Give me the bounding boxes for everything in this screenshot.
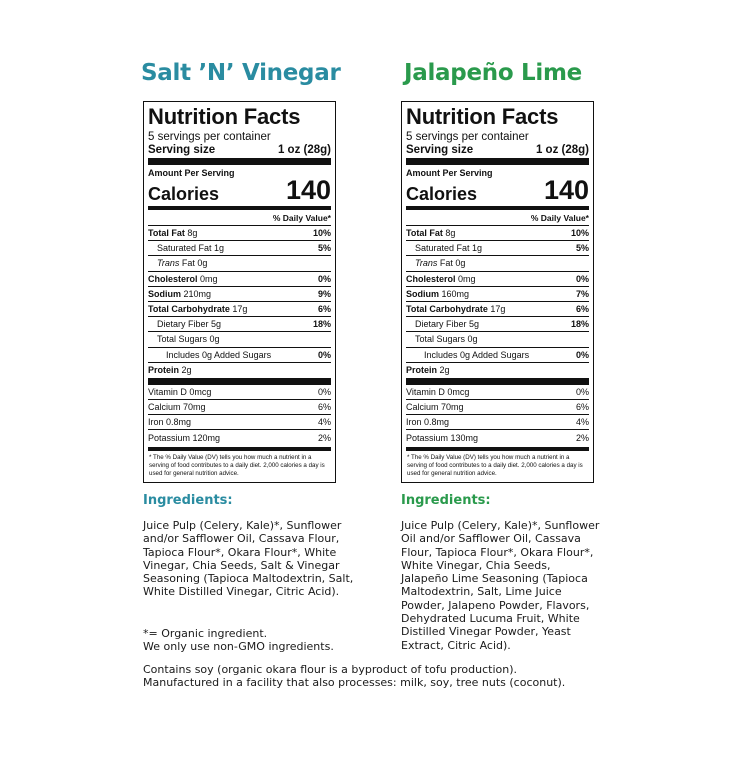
nutrient-label: Total Fat: [406, 228, 443, 239]
nutrient-amount: 8g: [187, 228, 198, 239]
nutrient-label: Sodium: [406, 288, 439, 299]
ingredients-text-salt-vinegar: Juice Pulp (Celery, Kale)*, Sunflower and/or Safflower Oil, Cassava Flour, Tapioca Flour*, Okara Flour*, White Vinegar, Chia Seeds, Salt & Vinegar Seasoning (Tapioca Maltodextrin, Salt, White Distilled Vinegar, Citric Acid).: [143, 519, 354, 599]
divider-medium: [406, 206, 589, 210]
ingredients-text-jalapeno-lime: Juice Pulp (Celery, Kale)*, Sunflower Oil and/or Safflower Oil, Cassava Flour, Tapioca Flour*, Okara Flour*, White Vinegar, Chia Seeds, Jalapeño Lime Seasoning (Tapioca Maltodextrin, Salt, Lime Juice Powder, Jalapeno Powder, Flavors, Dehydrated Lucuma Fruit, White Distilled Vinegar Powder, Yeast Extract, Citric Acid).: [401, 519, 600, 652]
divider-medium: [148, 206, 331, 210]
nutrient-label: Includes 0g Added Sugars: [424, 349, 530, 360]
daily-value-footnote: * The % Daily Value (DV) tells you how much a nutrient in a serving of food contributes to a daily diet. 2,000 calories a day is used for general nutrition advice.: [149, 453, 325, 477]
nutrient-label: Trans: [157, 258, 180, 269]
nutrient-label: Vitamin D 0mcg: [406, 386, 470, 397]
nutrient-pct: 10%: [570, 228, 589, 239]
nutrient-name: [415, 258, 465, 268]
nutrient-row-sodium: [406, 287, 589, 302]
serving-size-value: 1 oz (28g): [277, 144, 331, 156]
nutrient-name: [148, 365, 192, 375]
nutrient-label: Total Sugars 0g: [157, 334, 220, 345]
nutrient-name: [148, 228, 197, 238]
nutrient-pct: 4%: [317, 417, 331, 428]
nutrient-name: [148, 274, 218, 284]
allergen-statement: [143, 663, 583, 690]
serving-size-label: Serving size: [406, 144, 474, 156]
nutrient-pct: 0%: [317, 273, 331, 284]
nutrient-pct: 0%: [575, 349, 589, 360]
calories-label: Calories: [406, 184, 478, 204]
daily-value-header: % Daily Value*: [272, 213, 331, 223]
nutrient-amount: 17g: [490, 304, 506, 315]
ingredients-heading-jalapeno-lime: Ingredients:: [401, 493, 491, 508]
nutrient-amount: 2g: [181, 365, 192, 376]
serving-size: [148, 144, 331, 157]
divider-thick: [406, 378, 589, 385]
divider-thick: [148, 378, 331, 385]
nutrient-label: Calcium 70mg: [406, 402, 464, 413]
servings-per-container: 5 servings per container: [406, 131, 529, 143]
nutrient-amount: Fat 0g: [439, 258, 466, 269]
nutrient-name: [406, 304, 505, 314]
nutrient-amount: 17g: [232, 304, 248, 315]
nutrient-name: [148, 304, 247, 314]
nutrient-row-dietary-fiber: [406, 317, 589, 332]
nutrient-name: [406, 289, 469, 299]
nutrient-row-total-fat: [148, 226, 331, 241]
product-title-jalapeno-lime: Jalapeño Lime: [404, 60, 582, 86]
servings-per-container: 5 servings per container: [148, 131, 271, 143]
nutrient-pct: 2%: [317, 433, 331, 444]
nutrient-row-added-sugars: [406, 348, 589, 363]
nutrient-pct: 9%: [317, 288, 331, 299]
nutrient-label: Sodium: [148, 288, 181, 299]
nutrient-label: Protein: [148, 365, 180, 376]
calories-value: 140: [543, 175, 589, 205]
nutrient-pct: 4%: [575, 417, 589, 428]
calories-row: [148, 175, 331, 205]
nutrient-amount: 0mg: [200, 273, 218, 284]
contains-soy-note: Contains soy (organic okara flour is a byproduct of tofu production).: [143, 663, 518, 676]
nutrition-label-salt-vinegar: [143, 101, 336, 483]
non-gmo-note: We only use non-GMO ingredients.: [143, 640, 334, 654]
nutrient-pct: 5%: [575, 243, 589, 254]
nutrient-row-total-fat: [406, 226, 589, 241]
nutrition-facts-heading: Nutrition Facts: [406, 104, 559, 129]
nutrient-label: Protein: [406, 365, 438, 376]
nutrient-pct: 10%: [312, 228, 331, 239]
product-title-salt-vinegar: Salt ’N’ Vinegar: [141, 60, 341, 86]
nutrient-row-saturated-fat: [148, 241, 331, 256]
nutrient-label: Potassium 120mg: [148, 433, 221, 444]
nutrition-facts-heading: Nutrition Facts: [148, 104, 301, 129]
nutrient-row-saturated-fat: [406, 241, 589, 256]
nutrient-row-potassium: [406, 430, 589, 445]
nutrient-label: Potassium 130mg: [406, 433, 479, 444]
nutrient-pct: 18%: [312, 319, 331, 330]
nutrient-name: [406, 274, 476, 284]
amount-per-serving: Amount Per Serving: [406, 168, 493, 178]
serving-size-label: Serving size: [148, 144, 216, 156]
nutrient-name: [406, 365, 450, 375]
nutrient-name: [148, 289, 211, 299]
nutrition-label-jalapeno-lime: [401, 101, 594, 483]
serving-size-value: 1 oz (28g): [535, 144, 589, 156]
nutrient-row-trans-fat: [148, 256, 331, 271]
nutrient-row-protein: [148, 363, 331, 378]
nutrient-pct: 0%: [317, 386, 331, 397]
nutrient-row-iron: [406, 415, 589, 430]
nutrient-pct: 6%: [575, 402, 589, 413]
amount-per-serving: Amount Per Serving: [148, 168, 235, 178]
nutrient-row-protein: [406, 363, 589, 378]
nutrient-row-potassium: [148, 430, 331, 445]
nutrient-pct: 0%: [575, 273, 589, 284]
nutrient-label: Total Sugars 0g: [415, 334, 478, 345]
nutrient-label: Vitamin D 0mcg: [148, 386, 212, 397]
nutrient-label: Iron 0.8mg: [148, 417, 192, 428]
nutrient-row-added-sugars: [148, 348, 331, 363]
nutrient-pct: 6%: [317, 304, 331, 315]
nutrient-label: Dietary Fiber 5g: [415, 319, 480, 330]
facility-note: Manufactured in a facility that also processes: milk, soy, tree nuts (coconut).: [143, 676, 566, 690]
nutrient-row-total-sugars: [406, 332, 589, 347]
nutrient-row-total-sugars: [148, 332, 331, 347]
nutrient-row-total-carbohydrate: [148, 302, 331, 317]
nutrient-row-vitamin-d: [406, 385, 589, 400]
nutrient-pct: 7%: [575, 288, 589, 299]
nutrient-amount: Fat 0g: [181, 258, 208, 269]
nutrient-row-trans-fat: [406, 256, 589, 271]
nutrient-name: [157, 258, 207, 268]
nutrient-row-dietary-fiber: [148, 317, 331, 332]
nutrient-row-iron: [148, 415, 331, 430]
nutrient-label: Total Fat: [148, 228, 185, 239]
nutrient-pct: 5%: [317, 243, 331, 254]
nutrient-name: [406, 228, 455, 238]
nutrient-pct: 18%: [570, 319, 589, 330]
nutrient-label: Saturated Fat 1g: [415, 243, 483, 254]
nutrient-row-cholesterol: [148, 272, 331, 287]
ingredient-notes: [143, 627, 373, 654]
nutrient-label: Cholesterol: [148, 273, 198, 284]
nutrient-label: Total Carbohydrate: [148, 304, 230, 315]
divider-thick: [148, 158, 331, 165]
daily-value-header: % Daily Value*: [530, 213, 589, 223]
calories-value: 140: [285, 175, 331, 205]
nutrient-row-sodium: [148, 287, 331, 302]
nutrient-amount: 8g: [445, 228, 456, 239]
nutrient-row-total-carbohydrate: [406, 302, 589, 317]
daily-value-footnote: * The % Daily Value (DV) tells you how much a nutrient in a serving of food contributes to a daily diet. 2,000 calories a day is used for general nutrition advice.: [407, 453, 583, 477]
nutrient-pct: 0%: [575, 386, 589, 397]
nutrient-label: Total Carbohydrate: [406, 304, 488, 315]
nutrient-amount: 210mg: [183, 288, 212, 299]
nutrient-row-calcium: [148, 400, 331, 415]
nutrient-pct: 2%: [575, 433, 589, 444]
nutrient-label: Saturated Fat 1g: [157, 243, 225, 254]
nutrient-label: Calcium 70mg: [148, 402, 206, 413]
nutrient-amount: 160mg: [441, 288, 470, 299]
nutrient-row-calcium: [406, 400, 589, 415]
nutrient-label: Trans: [415, 258, 438, 269]
organic-note: *= Organic ingredient.: [143, 627, 268, 640]
nutrient-label: Cholesterol: [406, 273, 456, 284]
nutrient-amount: 2g: [439, 365, 450, 376]
nutrient-pct: 6%: [317, 402, 331, 413]
nutrient-pct: 6%: [575, 304, 589, 315]
serving-size: [406, 144, 589, 157]
nutrient-pct: 0%: [317, 349, 331, 360]
nutrient-label: Dietary Fiber 5g: [157, 319, 222, 330]
ingredients-heading-salt-vinegar: Ingredients:: [143, 493, 233, 508]
nutrient-amount: 0mg: [458, 273, 476, 284]
nutrient-label: Iron 0.8mg: [406, 417, 450, 428]
divider-thick: [406, 158, 589, 165]
nutrient-label: Includes 0g Added Sugars: [166, 349, 272, 360]
nutrient-row-cholesterol: [406, 272, 589, 287]
nutrient-row-vitamin-d: [148, 385, 331, 400]
calories-label: Calories: [148, 184, 220, 204]
calories-row: [406, 175, 589, 205]
